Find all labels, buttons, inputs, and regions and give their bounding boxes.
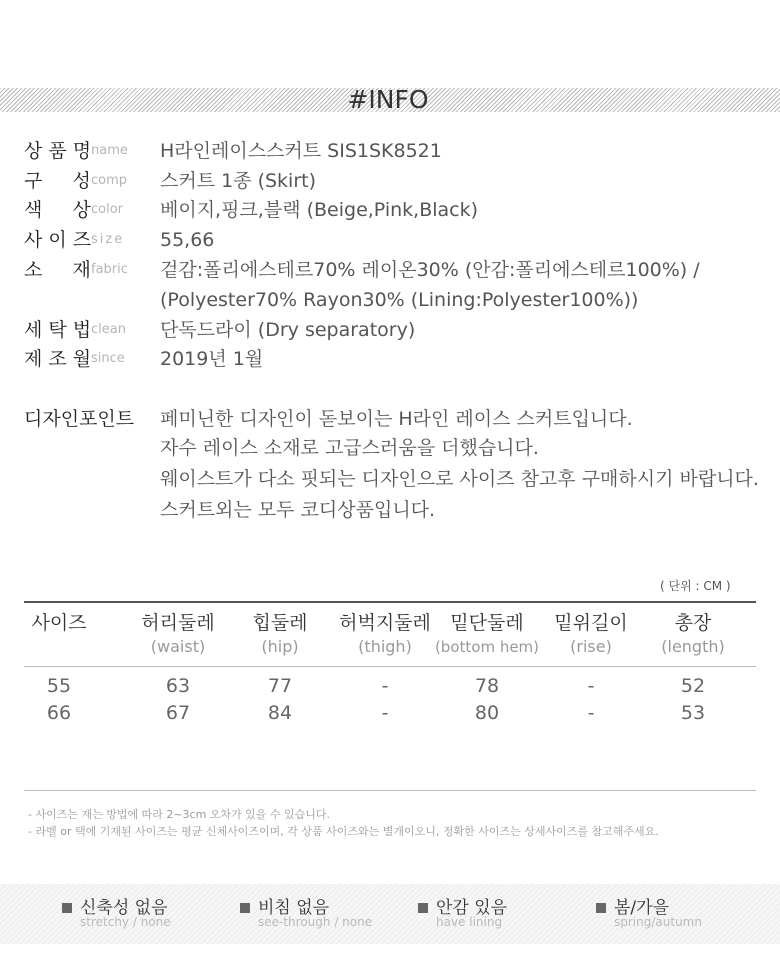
table-header: 힙둘레 <box>252 612 308 634</box>
info-label-en: name <box>91 143 128 158</box>
info-value-line2: (Polyester70% Rayon30% (Lining:Polyester100%)) <box>160 289 639 311</box>
feature-label: 비침 없음 <box>258 898 330 918</box>
feature-label-en: spring/autumn <box>614 915 702 929</box>
table-header-sub: (rise) <box>570 637 612 656</box>
table-cell: 78 <box>474 675 500 697</box>
info-label-en: comp <box>91 173 128 188</box>
table-cell: 77 <box>267 675 293 697</box>
table-top-rule <box>24 601 756 603</box>
feature-label: 봄/가을 <box>614 898 669 918</box>
square-bullet-icon <box>596 903 606 913</box>
square-bullet-icon <box>240 903 250 913</box>
table-bottom-rule <box>24 790 756 791</box>
info-value: H라인레이스스커트 SIS1SK8521 <box>160 140 442 162</box>
info-row-comp <box>24 167 764 195</box>
design-point-line: 웨이스트가 다소 핏되는 디자인으로 사이즈 참고후 구매하시기 바랍니다. <box>160 468 759 490</box>
size-note: - 사이즈는 재는 방법에 따라 2~3cm 오차가 있을 수 있습니다. <box>28 808 331 821</box>
info-title: #INFO <box>347 85 429 114</box>
info-label-en: clean <box>91 322 126 337</box>
table-header: 밑위길이 <box>554 612 628 634</box>
table-cell: 63 <box>165 675 191 697</box>
table-header-sub: (hip) <box>261 637 299 656</box>
table-cell: 55 <box>46 675 72 697</box>
table-cell: - <box>381 675 389 697</box>
info-label-en: since <box>91 351 125 366</box>
table-header: 사이즈 <box>31 612 87 634</box>
table-cell: 53 <box>680 702 706 724</box>
table-header-rule <box>24 666 756 667</box>
info-label-en: fabric <box>91 262 128 277</box>
info-label: 색 상 <box>24 199 91 221</box>
table-cell: - <box>587 702 595 724</box>
table-header-sub: (waist) <box>150 637 206 656</box>
square-bullet-icon <box>62 903 72 913</box>
feature-label: 안감 있음 <box>436 898 508 918</box>
info-row-color <box>24 196 764 224</box>
feature-label-en: have lining <box>436 915 503 929</box>
info-label-en: color <box>91 202 124 217</box>
table-cell: 66 <box>46 702 72 724</box>
table-cell: - <box>381 702 389 724</box>
info-value: 겉감:폴리에스테르70% 레이온30% (안감:폴리에스테르100%) / <box>160 259 700 281</box>
table-cell: 80 <box>474 702 500 724</box>
feature-label: 신축성 없음 <box>80 898 168 918</box>
info-row-clean <box>24 316 764 344</box>
info-value: 스커트 1종 (Skirt) <box>160 170 317 192</box>
info-label: 제 조 월 <box>24 348 92 370</box>
table-cell: 84 <box>267 702 293 724</box>
info-value: 55,66 <box>160 229 215 251</box>
info-row-name <box>24 137 764 165</box>
table-cell: - <box>587 675 595 697</box>
design-point-line: 자수 레이스 소재로 고급스러움을 더했습니다. <box>160 437 539 459</box>
info-label: 소 재 <box>24 259 91 281</box>
feature-label-en: stretchy / none <box>80 915 171 929</box>
table-header: 밑단둘레 <box>450 612 524 634</box>
size-note: - 라벨 or 택에 기재된 사이즈는 평균 신체사이즈이며, 각 상품 사이즈와는 별개이오니, 정확한 사이즈는 상세사이즈를 참고해주세요. <box>28 825 659 838</box>
info-value: 단독드라이 (Dry separatory) <box>160 319 416 341</box>
table-cell: 52 <box>680 675 706 697</box>
table-header: 허벅지둘레 <box>339 612 431 634</box>
square-bullet-icon <box>418 903 428 913</box>
design-point-line: 스커트외는 모두 코디상품입니다. <box>160 499 436 521</box>
info-label: 구 성 <box>24 170 91 192</box>
design-point-label: 디자인포인트 <box>24 408 135 430</box>
unit-label: ( 단위 : CM ) <box>660 579 731 593</box>
table-header: 총장 <box>674 612 712 634</box>
info-label: 세 탁 법 <box>24 319 92 341</box>
info-value: 2019년 1월 <box>160 348 264 370</box>
info-value: 베이지,핑크,블랙 (Beige,Pink,Black) <box>160 199 479 221</box>
info-label-en: size <box>91 232 125 247</box>
info-row-since <box>24 345 764 373</box>
feature-label-en: see-through / none <box>258 915 373 929</box>
table-header: 허리둘레 <box>141 612 215 634</box>
design-point-line: 페미닌한 디자인이 돋보이는 H라인 레이스 스커트입니다. <box>160 408 633 430</box>
info-row-size <box>24 226 764 254</box>
table-header-sub: (bottom hem) <box>434 638 540 656</box>
table-cell: 67 <box>165 702 191 724</box>
table-header-sub: (thigh) <box>358 637 412 656</box>
table-header-sub: (length) <box>661 637 725 656</box>
info-label: 사 이 즈 <box>24 229 92 251</box>
info-row-fabric <box>24 256 764 316</box>
info-label: 상 품 명 <box>24 140 92 162</box>
